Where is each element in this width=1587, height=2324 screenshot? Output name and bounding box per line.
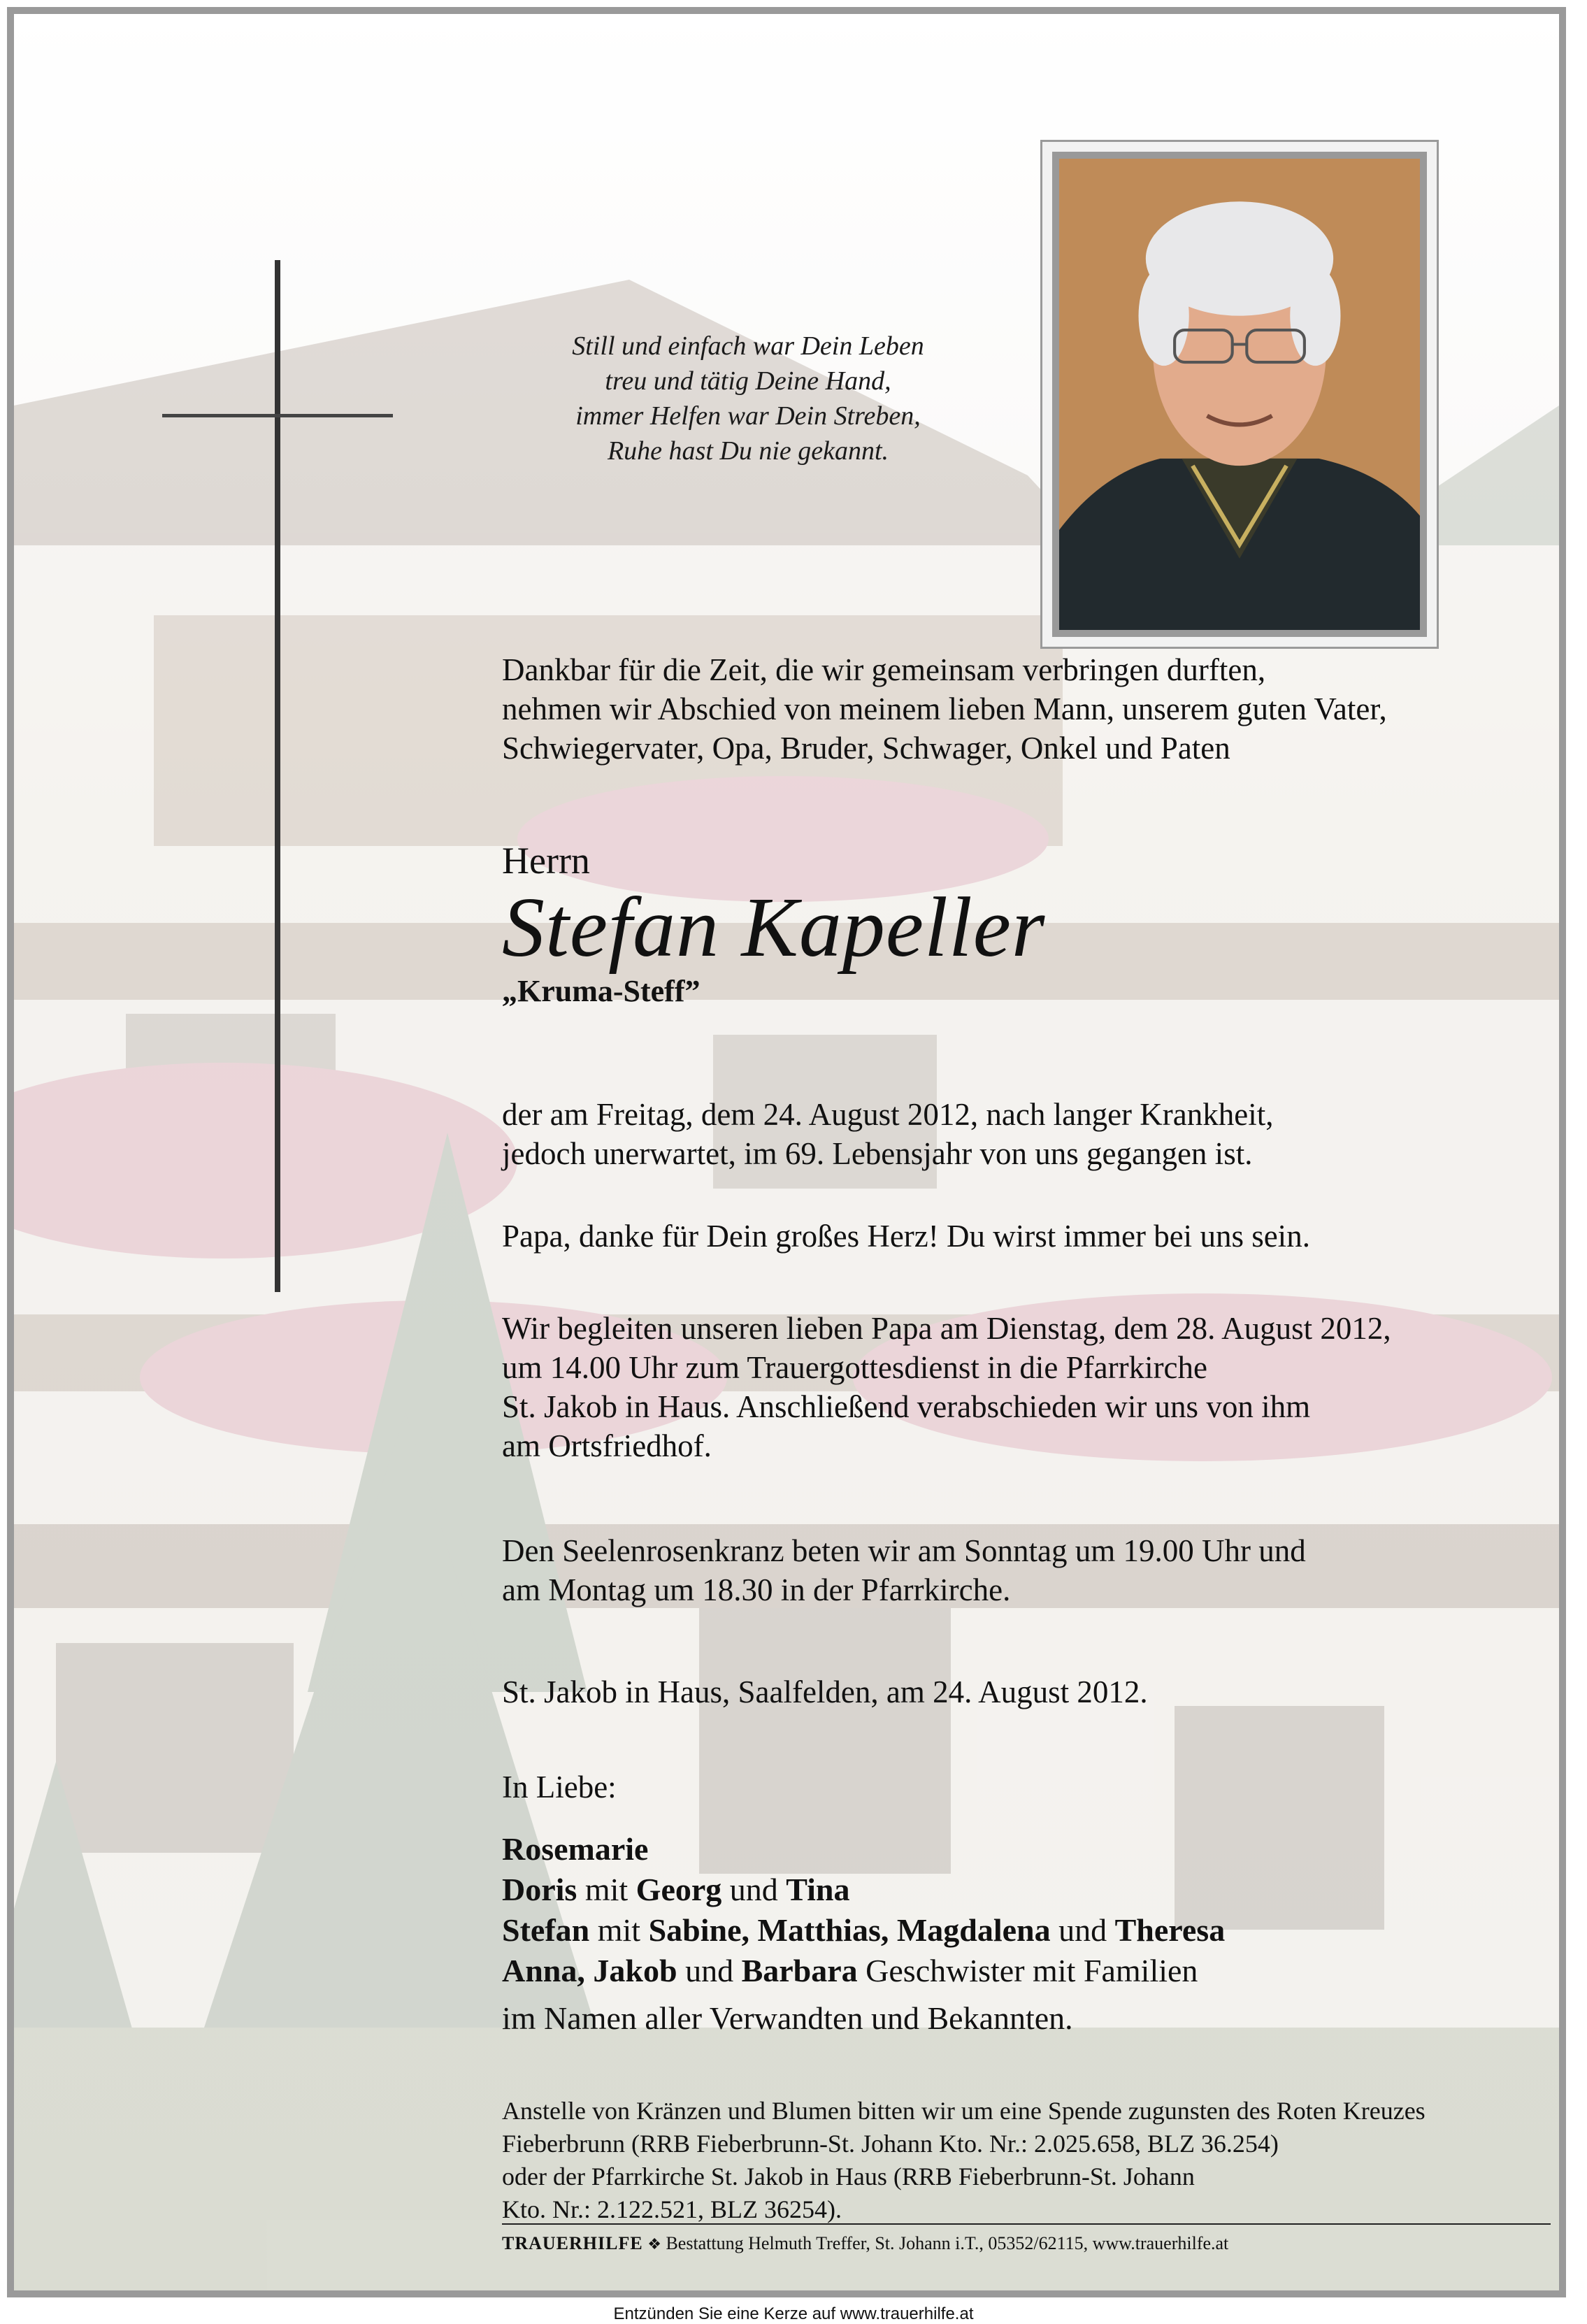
family-name: Theresa [1114, 1912, 1226, 1948]
poem-line: Ruhe hast Du nie gekannt. [607, 436, 889, 466]
thanks-paragraph [502, 1217, 1551, 1256]
family-joiner: und [677, 1953, 742, 1988]
in-love-line: In Liebe: [502, 1770, 617, 1805]
family-name: Rosemarie [502, 1831, 649, 1867]
family-list [502, 1829, 1551, 2039]
donation-line: Anstelle von Kränzen und Blumen bitten wir um eine Spende zugunsten des Roten Kreuzes [502, 2097, 1426, 2125]
family-joiner: Geschwister mit Familien [857, 1953, 1198, 1988]
family-row [502, 1910, 1551, 1951]
rosary-line: am Montag um 18.30 in der Pfarrkirche. [502, 1572, 1011, 1607]
rosary-line: Den Seelenrosenkranz beten wir am Sonntag um 19.00 Uhr und [502, 1533, 1306, 1568]
death-line: jedoch unerwartet, im 69. Lebensjahr von uns gegangen ist. [502, 1136, 1253, 1171]
family-joiner: und [1050, 1912, 1115, 1948]
poem-line: treu und tätig Deine Hand, [605, 366, 891, 396]
obituary-frame [7, 7, 1566, 2297]
donation-note [502, 2095, 1551, 2226]
family-name: Georg [635, 1872, 722, 1907]
family-row [502, 1870, 1551, 1910]
footer-brand: TRAUERHILFE [502, 2233, 643, 2253]
funeral-line: am Ortsfriedhof. [502, 1428, 712, 1463]
family-closing: im Namen aller Verwandten und Bekannten. [502, 2000, 1073, 2036]
funeral-line: um 14.00 Uhr zum Trauergottesdienst in die Pfarrkirche [502, 1350, 1208, 1385]
footer-text: Bestattung Helmuth Treffer, St. Johann i.T., 05352/62115, www.trauerhilfe.at [666, 2233, 1229, 2253]
family-name: Barbara [741, 1953, 858, 1988]
nickname: „Kruma-Steff” [502, 974, 701, 1008]
family-name: Doris [502, 1872, 577, 1907]
intro-line: Dankbar für die Zeit, die wir gemeinsam verbringen durften, [502, 652, 1266, 687]
family-name: Stefan [502, 1912, 590, 1948]
intro-paragraph [502, 650, 1551, 768]
dove-icon: ❖ [647, 2235, 661, 2253]
donation-line: oder der Pfarrkirche St. Jakob in Haus (RRB Fieberbrunn-St. Johann [502, 2162, 1195, 2190]
cross-horizontal [162, 414, 393, 417]
rosary-paragraph [502, 1531, 1551, 1609]
portrait-frame [1040, 140, 1439, 649]
candle-link[interactable]: Entzünden Sie eine Kerze auf www.trauerhilfe.at [613, 2304, 974, 2323]
deceased-name-block [502, 839, 1551, 1009]
place-date [502, 1672, 1551, 1712]
thanks-line: Papa, danke für Dein großes Herz! Du wirst immer bei uns sein. [502, 1219, 1310, 1254]
family-row [502, 1951, 1551, 1991]
family-joiner: mit [589, 1912, 649, 1948]
funeral-line: Wir begleiten unseren lieben Papa am Dienstag, dem 28. August 2012, [502, 1311, 1391, 1346]
portrait-illustration [1059, 159, 1420, 630]
funeral-home-footer [502, 2223, 1551, 2256]
family-row [502, 1829, 1551, 1870]
portrait-photo [1052, 152, 1427, 637]
family-name: Anna, Jakob [502, 1953, 677, 1988]
family-name: Tina [786, 1872, 850, 1907]
donation-line: Kto. Nr.: 2.122.521, BLZ 36254). [502, 2195, 842, 2223]
poem-line: immer Helfen war Dein Streben, [575, 401, 921, 431]
poem-line: Still und einfach war Dein Leben [572, 331, 924, 361]
in-love-label [502, 1767, 1551, 1807]
family-joiner: und [721, 1872, 787, 1907]
family-name: Sabine, Matthias, Magdalena [648, 1912, 1051, 1948]
place-date-line: St. Jakob in Haus, Saalfelden, am 24. August 2012. [502, 1674, 1148, 1709]
intro-line: Schwiegervater, Opa, Bruder, Schwager, Onkel und Paten [502, 731, 1230, 766]
intro-line: nehmen wir Abschied von meinem lieben Mann, unserem guten Vater, [502, 691, 1387, 726]
family-row [502, 1998, 1551, 2039]
family-joiner: mit [577, 1872, 636, 1907]
deceased-name: Stefan Kapeller [502, 880, 1046, 975]
funeral-line: St. Jakob in Haus. Anschließend verabschieden wir uns von ihm [502, 1389, 1311, 1424]
death-paragraph [502, 1095, 1551, 1173]
death-line: der am Freitag, dem 24. August 2012, nach langer Krankheit, [502, 1097, 1274, 1132]
donation-line: Fieberbrunn (RRB Fieberbrunn-St. Johann Kto. Nr.: 2.025.658, BLZ 36.254) [502, 2130, 1279, 2158]
salutation: Herrn [502, 840, 590, 882]
funeral-paragraph [502, 1309, 1551, 1465]
memorial-poem [433, 329, 1063, 468]
